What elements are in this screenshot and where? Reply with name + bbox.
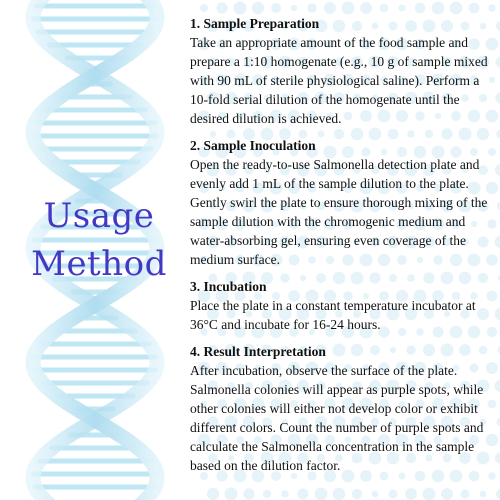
pattern-dot [423,488,436,500]
section-heading: 1. Sample Preparation [190,16,320,31]
pattern-dot [495,308,500,321]
pattern-dot [495,92,500,103]
pattern-dot [415,3,426,14]
pattern-dot [441,488,453,500]
section-result-interpretation [190,342,490,475]
section-sample-inoculation [190,136,490,269]
instructions-panel [190,14,490,483]
pattern-dot [495,236,500,249]
section-incubation [190,277,490,334]
pattern-dot [496,129,500,139]
pattern-dot [324,2,336,14]
pattern-dot [271,3,281,13]
pattern-dot [216,2,227,13]
pattern-dot [234,2,247,15]
section-body: After incubation, observe the surface of the plate. Salmonella colonies will appear as purple spots, while other colonies will either not develop color or exhibit different colors. Count the number of purple spots and calculate the Salmonella concentration in the sample based on the dilution factor. [190,363,484,473]
pattern-dot [200,4,208,12]
pattern-dot [399,5,406,12]
pattern-dot [432,2,445,15]
pattern-dot [263,490,271,498]
pattern-dot [315,488,328,500]
pattern-dot [460,489,469,498]
pattern-dot [298,489,309,500]
usage-method-title [14,192,184,288]
pattern-dot [450,2,463,15]
pattern-dot [360,2,372,14]
section-heading: 3. Incubation [190,279,267,294]
pattern-dot [495,452,500,464]
title-line-1: Usage [43,196,155,236]
pattern-dot [495,380,500,393]
pattern-dot [225,488,238,500]
pattern-dot [405,488,417,500]
pattern-dot [333,488,346,500]
pattern-dot [243,488,254,499]
section-body: Place the plate in a constant temperature incubator at 36°C and incubate for 16-24 hours. [190,298,476,332]
pattern-dot [496,21,500,31]
section-heading: 4. Result Interpretation [190,344,326,359]
section-sample-preparation [190,14,490,128]
pattern-dot [480,491,487,498]
section-heading: 2. Sample Inoculation [190,138,316,153]
pattern-dot [496,489,500,499]
pattern-dot [495,164,500,176]
pattern-dot [497,418,500,427]
pattern-dot [488,4,495,11]
title-line-2: Method [31,244,167,284]
section-body: Take an appropriate amount of the food sample and prepare a 1:10 homogenate (e.g., 10 g of sample mixed with 90 mL of sterile physiological saline). Perform a 10-fold serial dilution of the homogenate until the desired dilution is achieved. [190,35,488,126]
pattern-dot [469,3,480,14]
pattern-dot [307,3,316,12]
pattern-dot [252,2,264,14]
pattern-dot [389,490,398,499]
pattern-dot [496,57,500,68]
pattern-dot [372,491,379,498]
pattern-dot [352,489,362,499]
pattern-dot [380,4,389,13]
pattern-dot [291,5,297,11]
pattern-dot [281,490,289,498]
pattern-dot [342,2,355,15]
section-body: Open the ready-to-use Salmonella detection plate and evenly add 1 mL of the sample dilution to the plate. Gently swirl the plate to ensure thorough mixing of the sample dilution with the chromogenic medium and water-absorbing gel, ensuring even coverage of the medium surface. [190,157,488,267]
pattern-dot [207,488,219,500]
